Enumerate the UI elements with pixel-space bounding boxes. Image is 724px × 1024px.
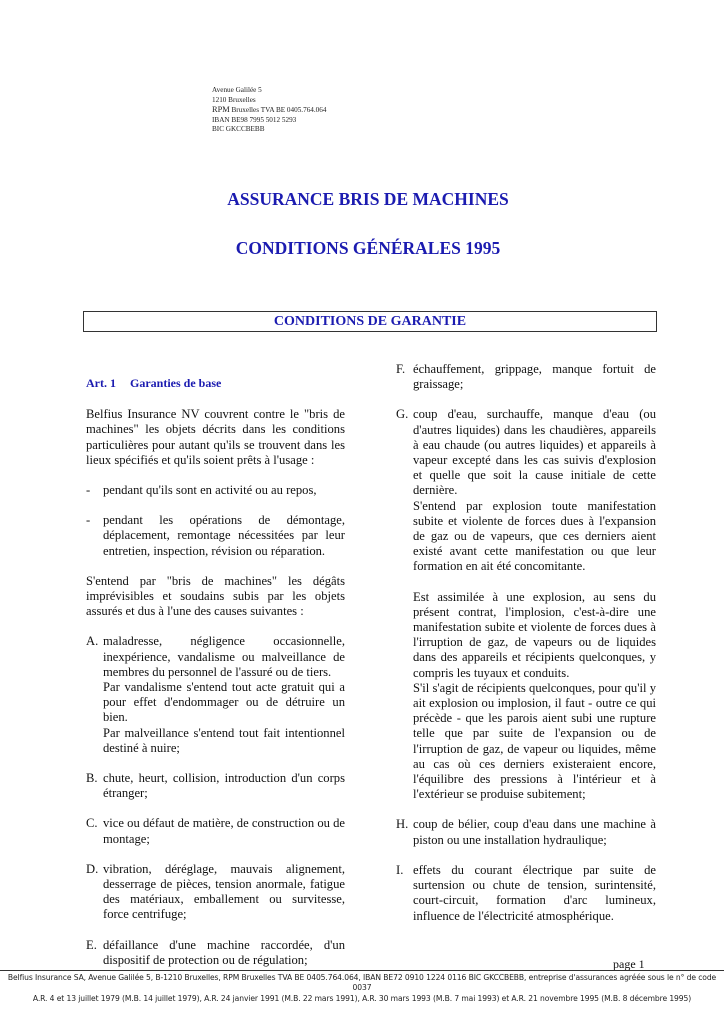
- address-rpm: [212, 105, 326, 116]
- article-title: Garanties de base: [130, 376, 222, 390]
- dash-mark: -: [86, 513, 91, 528]
- cause-text: maladresse, négligence occasionnelle, inexpérience, vandalisme ou malveillance de membres du personnel de l'assuré ou de tiers.: [103, 634, 345, 679]
- address-bic: BIC GKCCBEBB: [212, 125, 265, 134]
- cause-item-c: [86, 816, 345, 846]
- document-subtitle: CONDITIONS GÉNÉRALES 1995: [235, 238, 501, 258]
- cause-text: défaillance d'une machine raccordée, d'un dispositif de protection ou de régulation;: [103, 937, 345, 967]
- cause-item-d: [86, 862, 345, 923]
- address-iban: IBAN BE98 7995 5012 5293: [212, 115, 297, 124]
- cause-letter: B.: [86, 771, 98, 786]
- section-title-box: [83, 311, 657, 332]
- cause-text: effets du courant électrique par suite de surtension ou chute de tension, surintensité, court-circuit, formation d'arc lumineux, influence de l'électricité atmosphérique.: [413, 862, 656, 923]
- section-title: CONDITIONS DE GARANTIE: [273, 314, 467, 329]
- footer-line-2: A.R. 4 et 13 juillet 1979 (M.B. 14 juillet 1979), A.R. 24 janvier 1991 (M.B. 22 mars 1991), A.R. 30 mars 1993 (M.B. 7 mai 1993) et A.R. 21 novembre 1995 (M.B. 8 décembre 1995): [32, 993, 692, 1003]
- article-number: Art. 1: [86, 376, 116, 390]
- cause-item-e: [86, 938, 345, 968]
- cause-letter: C.: [86, 816, 98, 831]
- address-street: Avenue Galilée 5: [212, 86, 262, 94]
- address-city: 1210 Bruxelles: [212, 95, 256, 104]
- cause-letter: D.: [86, 861, 99, 876]
- page-number: page 1: [613, 957, 645, 971]
- cause-item-g: [396, 407, 656, 802]
- cause-letter: H.: [396, 817, 409, 832]
- rpm-rest: Bruxelles TVA BE 0405.764.064: [229, 106, 327, 115]
- cause-text: Par vandalisme s'entend tout acte gratuit qui a pour effet d'endommager ou de détruire un bien.: [103, 680, 345, 725]
- cause-text: vice ou défaut de matière, de construction ou de montage;: [103, 816, 345, 846]
- cause-letter: I.: [396, 862, 404, 877]
- article-intro: Belfius Insurance NV couvrent contre le "bris de machines" les objets décrits dans les conditions particulières pour autant qu'ils se trouvent dans les lieux spécifiés et qu'ils soient prêts à l'usage :: [86, 407, 345, 467]
- cause-item-i: [396, 863, 656, 924]
- cause-text: S'entend par explosion toute manifestation subite et violente de forces dues à l'expansion de gaz ou de vapeurs, que ces derniers aient existé avant cette manifestation ou que leur formation en ait été concomitante.: [413, 498, 656, 574]
- causes-intro: S'entend par "bris de machines" les dégâts imprévisibles et soudains subis par les objets assurés et dus à l'une des causes suivantes :: [86, 573, 345, 619]
- footer-divider: [0, 970, 724, 971]
- cause-text: coup d'eau, surchauffe, manque d'eau (ou d'autres liquides) dans les chaudières, appareils à eau chaude (ou autres liquides) et appareils à vapeur excepté dans les cas suivis d'explosion et quelle que soit la cause initiale de cette dernière.: [413, 407, 656, 498]
- cause-text: S'il s'agit de récipients quelconques, pour qu'il y ait explosion ou implosion, il faut - outre ce qui précède - que les parois aient subi une rupture telle que par suite de l'expansion ou de l'irruption de gaz, de vapeur ou liquides, même au cas où ces derniers existeraient encore, l'équilibre des pressions à l'intérieur et à l'extérieur se produise subitement;: [413, 680, 656, 802]
- dash-item: [86, 483, 345, 498]
- dash-text: pendant les opérations de démontage, déplacement, remontage nécessitées par leur entretien, inspection, révision ou réparation.: [103, 513, 345, 558]
- dash-mark: -: [86, 483, 91, 498]
- cause-letter: A.: [86, 634, 99, 649]
- footer-line-1: Belfius Insurance SA, Avenue Galilée 5, B-1210 Bruxelles, RPM Bruxelles TVA BE 0405.764.064, IBAN BE72 0910 1224 0116 BIC GKCCBEBB, entreprise d'assurances agréée sous le n° de code 0037: [7, 973, 717, 993]
- cause-letter: G.: [396, 407, 409, 422]
- dash-item: [86, 513, 345, 559]
- left-column: [86, 376, 345, 983]
- article-heading: [86, 376, 345, 391]
- cause-text: Par malveillance s'entend tout fait intentionnel destiné à nuire;: [103, 725, 345, 755]
- cause-item-a: [86, 634, 345, 756]
- cause-text: vibration, déréglage, mauvais alignement, desserrage de pièces, tension anormale, fatigue des matériaux, emballement ou survitesse, force centrifuge;: [103, 861, 345, 922]
- cause-item-f: [396, 362, 656, 392]
- right-column: [396, 362, 656, 939]
- cause-text: Est assimilée à une explosion, au sens du présent contrat, l'implosion, c'est-à-dire une manifestation subite et violente de forces dues à l'irruption de gaz, de vapeurs ou de liquides dans des appareils et récipients quelconques, y compris les tuyaux et conduits.: [413, 589, 656, 680]
- cause-letter: E.: [86, 937, 97, 952]
- footer: [0, 973, 724, 1004]
- letterhead-address: [212, 86, 326, 135]
- cause-text: échauffement, grippage, manque fortuit de graissage;: [413, 362, 656, 392]
- cause-item-b: [86, 771, 345, 801]
- cause-letter: F.: [396, 362, 406, 376]
- cause-item-h: [396, 817, 656, 847]
- document-title: ASSURANCE BRIS DE MACHINES: [227, 189, 509, 209]
- dash-text: pendant qu'ils sont en activité ou au repos,: [103, 483, 317, 498]
- rpm-prefix: RPM: [212, 105, 230, 115]
- cause-text: coup de bélier, coup d'eau dans une machine à piston ou une installation hydraulique;: [413, 817, 656, 847]
- cause-text: chute, heurt, collision, introduction d'un corps étranger;: [103, 771, 345, 801]
